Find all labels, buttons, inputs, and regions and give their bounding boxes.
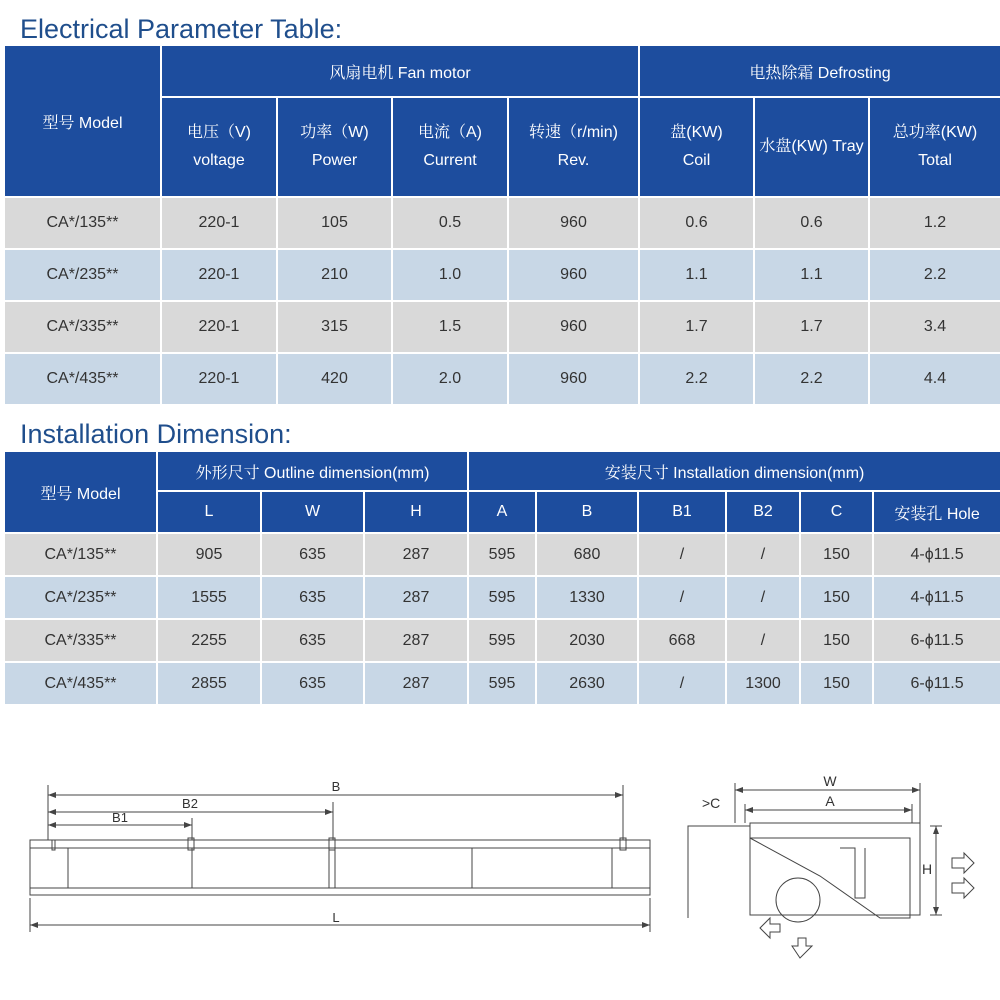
- table-cell: 960: [509, 302, 638, 354]
- model-cell: CA*/435**: [5, 354, 160, 406]
- table-cell: 287: [365, 663, 467, 706]
- table-cell: 1.2: [870, 198, 1000, 250]
- model-cell: CA*/235**: [5, 250, 160, 302]
- table-cell: 960: [509, 354, 638, 406]
- electrical-column-header: 电流（A) Current: [393, 98, 507, 198]
- table-cell: 420: [278, 354, 391, 406]
- table-cell: 1.7: [755, 302, 868, 354]
- table-cell: /: [639, 663, 725, 706]
- installation-column-header: B2: [727, 492, 799, 534]
- table-cell: 150: [801, 663, 872, 706]
- side-view-drawing: [680, 768, 980, 968]
- dim-w-label: W: [823, 773, 837, 789]
- outline-dimension-header: 外形尺寸 Outline dimension(mm): [158, 452, 467, 492]
- table-cell: 680: [537, 534, 637, 577]
- table-row: [5, 577, 1000, 620]
- table-cell: 105: [278, 198, 391, 250]
- table-cell: 220-1: [162, 302, 276, 354]
- dim-a-label: A: [825, 793, 835, 809]
- model-header: 型号 Model: [5, 452, 156, 534]
- defrosting-header: 电热除霜 Defrosting: [640, 46, 1000, 98]
- table-cell: 4.4: [870, 354, 1000, 406]
- table-row: [5, 620, 1000, 663]
- table-cell: 0.5: [393, 198, 507, 250]
- electrical-table-title: Electrical Parameter Table:: [20, 14, 343, 44]
- table-cell: 635: [262, 663, 363, 706]
- installation-dimension-table: [3, 452, 1000, 706]
- table-cell: 905: [158, 534, 260, 577]
- electrical-column-header: 电压（V) voltage: [162, 98, 276, 198]
- table-cell: 220-1: [162, 198, 276, 250]
- model-cell: CA*/335**: [5, 302, 160, 354]
- table-row: [5, 534, 1000, 577]
- table-cell: 960: [509, 198, 638, 250]
- table-cell: 287: [365, 577, 467, 620]
- installation-column-header: B1: [639, 492, 725, 534]
- table-cell: 150: [801, 577, 872, 620]
- table-cell: 6-ϕ11.5: [874, 663, 1000, 706]
- table-cell: 595: [469, 577, 535, 620]
- electrical-column-header: 水盘(KW) Tray: [755, 98, 868, 198]
- table-cell: 635: [262, 534, 363, 577]
- table-cell: 4-ϕ11.5: [874, 534, 1000, 577]
- table-cell: /: [727, 534, 799, 577]
- table-cell: 1300: [727, 663, 799, 706]
- table-row: [5, 198, 1000, 250]
- installation-column-header: 安装孔 Hole: [874, 492, 1000, 534]
- table-cell: 595: [469, 620, 535, 663]
- table-cell: 635: [262, 620, 363, 663]
- model-cell: CA*/435**: [5, 663, 156, 706]
- dim-b2-label: B2: [182, 796, 198, 811]
- table-cell: 3.4: [870, 302, 1000, 354]
- dim-l-label: L: [332, 910, 340, 925]
- table-cell: 150: [801, 534, 872, 577]
- table-cell: 2255: [158, 620, 260, 663]
- installation-dimension-header: 安装尺寸 Installation dimension(mm): [469, 452, 1000, 492]
- model-header: 型号 Model: [5, 46, 160, 198]
- front-view-drawing: [20, 770, 660, 940]
- table-cell: 2.2: [870, 250, 1000, 302]
- installation-column-header: H: [365, 492, 467, 534]
- table-cell: 1.5: [393, 302, 507, 354]
- table-cell: 150: [801, 620, 872, 663]
- table-cell: 2.2: [640, 354, 753, 406]
- table-cell: 595: [469, 663, 535, 706]
- electrical-column-header: 转速（r/min) Rev.: [509, 98, 638, 198]
- table-cell: 0.6: [755, 198, 868, 250]
- electrical-column-header: 盘(KW) Coil: [640, 98, 753, 198]
- installation-column-header: L: [158, 492, 260, 534]
- model-cell: CA*/335**: [5, 620, 156, 663]
- table-row: [5, 302, 1000, 354]
- table-cell: 287: [365, 620, 467, 663]
- table-row: [5, 354, 1000, 406]
- installation-column-header: W: [262, 492, 363, 534]
- table-cell: 2630: [537, 663, 637, 706]
- table-cell: 2.0: [393, 354, 507, 406]
- table-cell: 210: [278, 250, 391, 302]
- table-cell: /: [727, 577, 799, 620]
- table-cell: 635: [262, 577, 363, 620]
- table-cell: 1.7: [640, 302, 753, 354]
- table-cell: 220-1: [162, 354, 276, 406]
- electrical-column-header: 总功率(KW) Total: [870, 98, 1000, 198]
- table-row: [5, 250, 1000, 302]
- table-cell: 1.0: [393, 250, 507, 302]
- installation-column-header: A: [469, 492, 535, 534]
- electrical-parameter-table: [3, 46, 1000, 406]
- table-cell: 0.6: [640, 198, 753, 250]
- table-cell: 668: [639, 620, 725, 663]
- table-cell: 2855: [158, 663, 260, 706]
- table-cell: 960: [509, 250, 638, 302]
- dim-b-label: B: [331, 779, 341, 794]
- installation-table-title: Installation Dimension:: [20, 419, 292, 449]
- table-cell: 1330: [537, 577, 637, 620]
- dim-h-label: H: [922, 861, 933, 877]
- model-cell: CA*/135**: [5, 198, 160, 250]
- model-cell: CA*/135**: [5, 534, 156, 577]
- dim-c-label: >C: [702, 795, 721, 811]
- table-cell: 2030: [537, 620, 637, 663]
- table-cell: 1.1: [640, 250, 753, 302]
- table-cell: 4-ϕ11.5: [874, 577, 1000, 620]
- table-cell: 315: [278, 302, 391, 354]
- table-cell: 595: [469, 534, 535, 577]
- table-cell: 1.1: [755, 250, 868, 302]
- table-cell: /: [639, 577, 725, 620]
- fan-motor-header: 风扇电机 Fan motor: [162, 46, 638, 98]
- model-cell: CA*/235**: [5, 577, 156, 620]
- table-row: [5, 663, 1000, 706]
- dim-b1-label: B1: [112, 810, 128, 825]
- installation-column-header: C: [801, 492, 872, 534]
- table-cell: /: [727, 620, 799, 663]
- table-cell: 1555: [158, 577, 260, 620]
- table-cell: 2.2: [755, 354, 868, 406]
- electrical-column-header: 功率（W) Power: [278, 98, 391, 198]
- table-cell: 287: [365, 534, 467, 577]
- table-cell: 6-ϕ11.5: [874, 620, 1000, 663]
- table-cell: /: [639, 534, 725, 577]
- table-cell: 220-1: [162, 250, 276, 302]
- installation-column-header: B: [537, 492, 637, 534]
